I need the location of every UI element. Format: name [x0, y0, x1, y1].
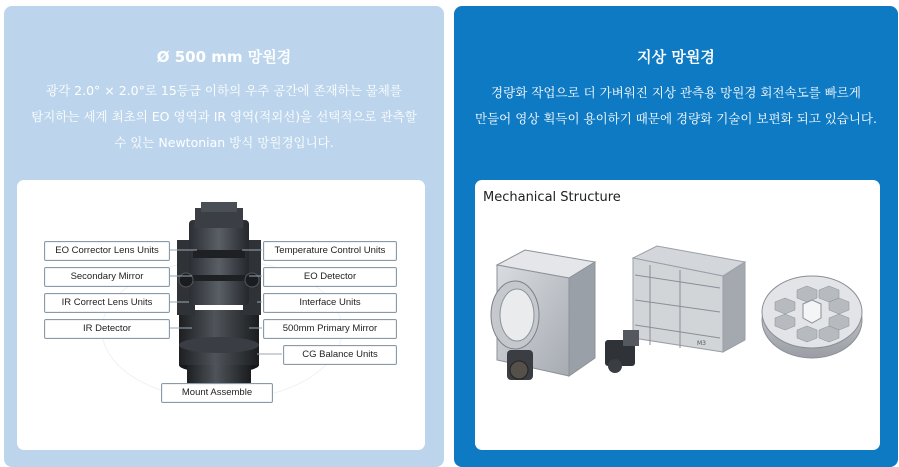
- eo-detector-label: EO Detector: [263, 267, 397, 287]
- ir-correct-lens-units-label: IR Correct Lens Units: [44, 293, 170, 313]
- eo-corrector-lens-units-label: EO Corrector Lens Units: [44, 241, 170, 261]
- mechanical-structure-title: Mechanical Structure: [483, 190, 621, 205]
- temperature-control-units-label: Temperature Control Units: [263, 241, 397, 261]
- housing-part: [491, 250, 595, 380]
- card-description: 광각 2.0° × 2.0°로 15등급 이하의 우주 공간에 존재하는 물체를 탐지하는 세계 최초의 EO 영역과 IR 영역(적외선)을 선택적으로 관측할 수 있는 Newtonian 방식 망원경입니다.: [31, 83, 417, 150]
- m3-part-label: M3: [697, 340, 706, 347]
- ir-detector-label: IR Detector: [44, 319, 170, 339]
- telescope-500mm-card: [4, 6, 444, 467]
- cg-balance-units-label: CG Balance Units: [283, 345, 397, 365]
- telescope-illustration: [17, 180, 425, 450]
- interface-units-label: Interface Units: [263, 293, 397, 313]
- primary-mirror-label: 500mm Primary Mirror: [263, 319, 397, 339]
- mount-assemble-label: Mount Assemble: [161, 383, 273, 403]
- mechanical-structure-illustration: [475, 180, 880, 450]
- lightweight-mirror-part: [762, 276, 862, 358]
- card-title: Ø 500 mm 망원경: [156, 48, 292, 66]
- telescope-diagram-panel: [17, 180, 425, 450]
- optical-bench-part: [605, 246, 745, 373]
- ground-telescope-card: [454, 6, 898, 467]
- secondary-mirror-label: Secondary Mirror: [44, 267, 170, 287]
- card-title: 지상 망원경: [637, 48, 715, 66]
- mechanical-structure-panel: [475, 180, 880, 450]
- card-description: 경량화 작업으로 더 가벼워진 지상 관측용 망원경 회전속도를 빠르게 만들어 영상 획득이 용이하기 때문에 경량화 기술이 보편화 되고 있습니다.: [475, 85, 877, 126]
